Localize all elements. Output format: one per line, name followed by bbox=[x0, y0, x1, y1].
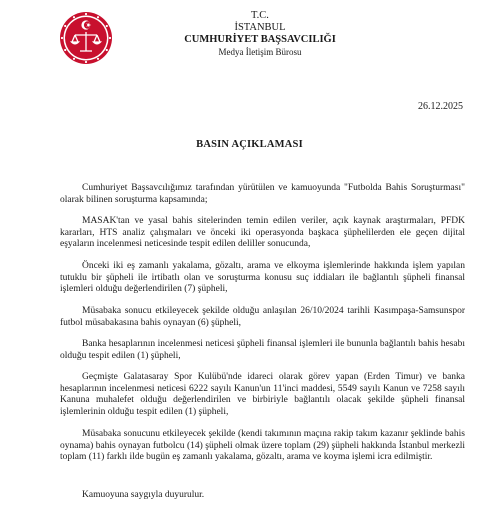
paragraph-summary: Müsabaka sonucunu etkileyecek şekilde (kendi takımının maçına rakip takım kazanır şeklinde bahis oynama) bahis oynayan futbolcu (14) şüpheli olmak üzere toplam (29) şüpheli hakkında İstanbul merkezli toplam (11) farklı ilde bugün eş zamanlı yakalama, gözaltı, arama ve koyma işlemi icra edilmiştir. bbox=[60, 429, 465, 462]
prosecutor-seal-icon bbox=[58, 10, 114, 66]
paragraph-suspect-executive: Geçmişte Galatasaray Spor Kulübü'nde idareci olarak görev yapan (Erden Timur) ve banka hesaplarının incelenmesi neticesi 6222 sayılı Kanun'un 11'inci maddesi, 5549 sayılı Kanun ve 7258 sayılı Kanuna muhalefet olduğu değerlendirilen ve birbiriyle bağlantılı olacak şekilde şüpheli finansal işlemlerinin olduğu tespit edilen (1) şüpheli, bbox=[60, 372, 465, 417]
document-date: 26.12.2025 bbox=[418, 101, 463, 112]
paragraph-evidence: MASAK'tan ve yasal bahis sitelerinden temin edilen veriler, açık kaynak araştırmaları, PFDK kararları, HTS analiz çalışmaları ve önceki iki operasyonda başkaca şüphelilerden ele geçen dijital eşyaların incelenmesi neticesinde tespit edilen deliller sonucunda, bbox=[60, 216, 465, 249]
paragraph-suspects-7: Önceki iki eş zamanlı yakalama, gözaltı, arama ve elkoyma işlemlerinde hakkında işlem yapılan tutuklu bir şüpheli ile irtibatlı olan ve soruşturma konusu suç iddiaları ile bağlantılı şüpheli finansal işlemleri olduğu değerlendirilen (7) şüpheli, bbox=[60, 261, 465, 294]
header-country: T.C. bbox=[251, 10, 269, 21]
paragraph-suspect-bank: Banka hesaplarının incelenmesi neticesi şüpheli finansal işlemleri ile bununla bağlantılı bahis hesabı olduğu tespit edilen (1) şüpheli, bbox=[60, 339, 465, 361]
header-office: CUMHURİYET BAŞSAVCILIĞI bbox=[184, 34, 336, 45]
document-title: BASIN AÇIKLAMASI bbox=[196, 139, 303, 150]
paragraph-closing: Kamuoyuna saygıyla duyurulur. bbox=[82, 490, 205, 500]
header-city: İSTANBUL bbox=[234, 22, 286, 33]
header-unit: Medya İletişim Bürosu bbox=[218, 47, 302, 57]
paragraph-suspects-6: Müsabaka sonucu etkileyecek şekilde olduğu anlaşılan 26/10/2024 tarihli Kasımpaşa-Samsunspor futbol müsabakasına bahis oynayan (6) şüpheli, bbox=[60, 306, 465, 328]
paragraph-intro: Cumhuriyet Başsavcılığımız tarafından yürütülen ve kamuoyunda "Futbolda Bahis Soruşturması" olarak bilinen soruşturma kapsamında; bbox=[60, 183, 465, 205]
institution-header bbox=[160, 10, 360, 58]
